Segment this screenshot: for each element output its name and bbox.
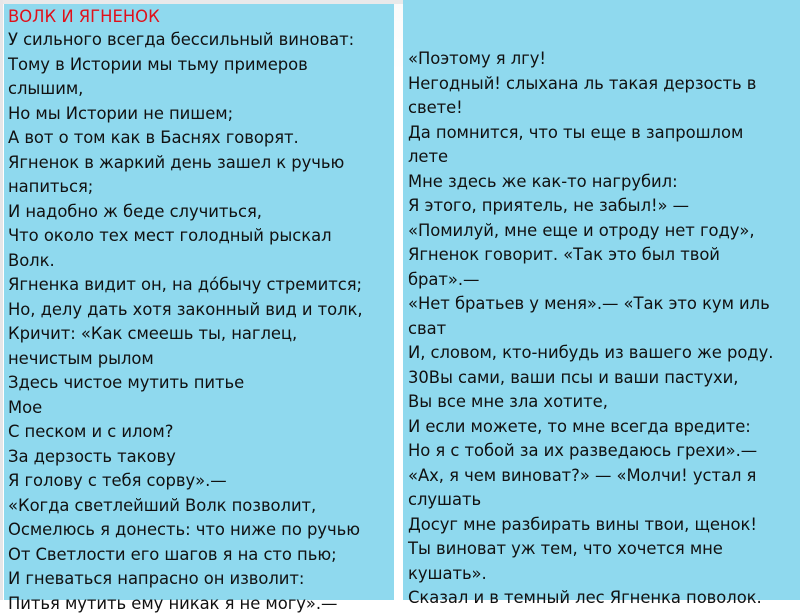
- poem-line: сват: [408, 317, 800, 342]
- poem-line: Волк.: [8, 249, 394, 274]
- poem-line: «Нет братьев у меня».— «Так это кум иль: [408, 292, 800, 317]
- poem-line: За дерзость такову: [8, 445, 394, 470]
- left-text-column: [4, 4, 394, 600]
- poem-line: напиться;: [8, 175, 394, 200]
- poem-line: нечистым рылом: [8, 347, 394, 372]
- poem-line: И, словом, кто-нибудь из вашего же роду.: [408, 341, 800, 366]
- poem-line: Да помнится, что ты еще в запрошлом: [408, 121, 800, 146]
- fable-title: ВОЛК И ЯГНЕНОК: [8, 5, 394, 28]
- poem-line: «Помилуй, мне еще и отроду нет году»,: [408, 219, 800, 244]
- poem-line: Здесь чистое мутить питье: [8, 371, 394, 396]
- poem-line: Я этого, приятель, не забыл!» —: [408, 194, 800, 219]
- poem-line: Ягненка видит он, на до́бычу стремится;: [8, 273, 394, 298]
- poem-line: И надобно ж беде случиться,: [8, 200, 394, 225]
- poem-line: свете!: [408, 96, 800, 121]
- poem-line: От Светлости его шагов я на сто пью;: [8, 543, 394, 568]
- poem-line: 30Вы сами, ваши псы и ваши пастухи,: [408, 366, 800, 391]
- poem-line: Мое: [8, 396, 394, 421]
- poem-line: Я голову с тебя сорву».—: [8, 469, 394, 494]
- poem-line: слышим,: [8, 77, 394, 102]
- poem-line: Осмелюсь я донесть: что ниже по ручью: [8, 518, 394, 543]
- poem-line: У сильного всегда бессильный виноват:: [8, 28, 394, 53]
- poem-line: Сказал и в темный лес Ягненка поволок.: [408, 586, 800, 611]
- poem-line: Досуг мне разбирать вины твои, щенок!: [408, 513, 800, 538]
- poem-line: слушать: [408, 488, 800, 513]
- poem-line: Но, делу дать хотя законный вид и толк,: [8, 298, 394, 323]
- poem-line: Тому в Истории мы тьму примеров: [8, 53, 394, 78]
- poem-line: Что около тех мест голодный рыскал: [8, 224, 394, 249]
- poem-line: И если можете, то мне всегда вредите:: [408, 415, 800, 440]
- poem-line: лете: [408, 145, 800, 170]
- poem-line: Негодный! слыхана ль такая дерзость в: [408, 72, 800, 97]
- poem-line: Ягненок в жаркий день зашел к ручью: [8, 151, 394, 176]
- slide-frame-left: [0, 0, 3, 600]
- poem-line: Ягненок говорит. «Так это был твой: [408, 243, 800, 268]
- poem-line: Ты виноват уж тем, что хочется мне: [408, 537, 800, 562]
- poem-line: И гневаться напрасно он изволит:: [8, 567, 394, 592]
- right-text-column: [403, 0, 800, 600]
- poem-line: Питья мутить ему никак я не могу».—: [8, 592, 394, 616]
- poem-line: «Ах, я чем виноват?» — «Молчи! устал я: [408, 464, 800, 489]
- poem-line: «Когда светлейший Волк позволит,: [8, 494, 394, 519]
- poem-line: Мне здесь же как-то нагрубил:: [408, 170, 800, 195]
- poem-line: «Поэтому я лгу!: [408, 47, 800, 72]
- poem-line: Но мы Истории не пишем;: [8, 102, 394, 127]
- poem-line: Вы все мне зла хотите,: [408, 390, 800, 415]
- poem-line: Но я с тобой за их разведаюсь грехи».—: [408, 439, 800, 464]
- poem-line: Кричит: «Как смеешь ты, наглец,: [8, 322, 394, 347]
- poem-line: А вот о том как в Баснях говорят.: [8, 126, 394, 151]
- poem-line: С песком и с илом?: [8, 420, 394, 445]
- poem-line: брат».—: [408, 268, 800, 293]
- poem-line: кушать».: [408, 562, 800, 587]
